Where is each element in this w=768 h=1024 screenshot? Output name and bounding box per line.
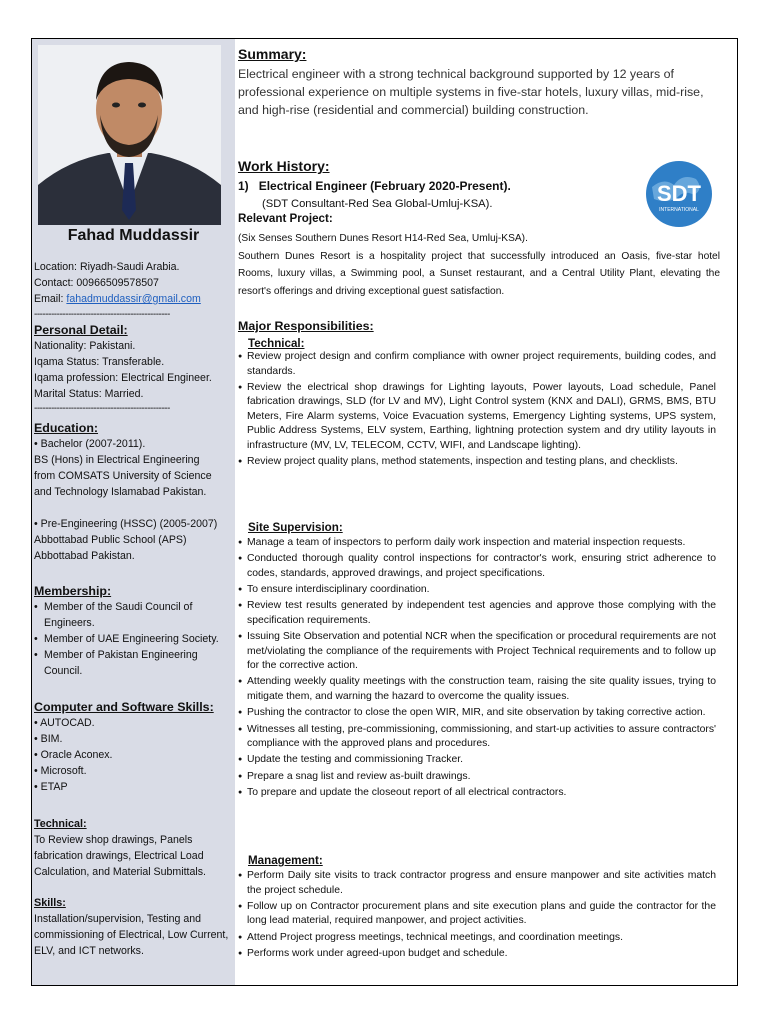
sdt-logo (644, 159, 714, 229)
list-item: ● Pushing the contractor to close the open WIR, MIR, and site observation by taking corrective action. (238, 706, 716, 721)
job-company: (SDT Consultant-Red Sea Global-Umluj-KSA). (262, 198, 493, 210)
list-item: ● To prepare and update the closeout report of all electrical contractors. (238, 786, 716, 801)
resume-page (31, 38, 738, 986)
site-supervision-heading: Site Supervision: (248, 521, 343, 534)
education-item: Abbottabad Pakistan. (34, 550, 135, 562)
list-item: ● Issuing Site Observation and potential NCR when the specification or procedural requirements are not met/violating the compliance of the requirements with Project Technical requirements and to follow up for the corrective action. (238, 630, 716, 674)
list-item: ● Performs work under agreed-upon budget and schedule. (238, 947, 716, 962)
list-item: ● Manage a team of inspectors to perform daily work inspection and material inspection requests. (238, 536, 716, 551)
membership-section (34, 583, 236, 679)
software-item: • BIM. (34, 733, 63, 745)
summary-heading: Summary: (238, 46, 307, 62)
job-number: 1) (238, 179, 249, 193)
skills-text: Installation/supervision, Testing and commissioning of Electrical, Low Current, ELV, and ICT networks. (34, 913, 229, 957)
membership-heading: Membership: (34, 584, 112, 598)
list-item: ● Review project quality plans, method statements, inspection and testing plans, and checklists. (238, 455, 716, 470)
profile-photo (38, 45, 221, 225)
management-heading: Management: (248, 854, 323, 867)
technical-side-heading: Technical: (34, 818, 87, 830)
list-item: ● Prepare a snag list and review as-built drawings. (238, 770, 716, 785)
list-item: ● Review the electrical shop drawings for Lighting layouts, Power layouts, Load schedule, Panel fabrication drawings, SLD (for LV and MV), Light Control system (KNX and DALI), GRMS, BMS, BTU Meters, Fire Alarm systems, Voice Evacuation systems, Emergency Lighting systems, UPS system, Public Address Systems, ELV system, Earthing, lightning protection system and dry utility layouts in infrastructure (MV, LV, TELECOM, CCTV, WIFI, and Landscape lighting). (238, 381, 716, 454)
iqama-status-text: Iqama Status: Transferable. (34, 356, 165, 368)
major-responsibilities-heading: Major Responsibilities: (238, 319, 374, 333)
education-section (34, 420, 236, 564)
project-block (238, 230, 720, 300)
education-heading: Education: (34, 421, 99, 435)
list-item: ● To ensure interdisciplinary coordination. (238, 583, 716, 598)
personal-detail-heading: Personal Detail: (34, 323, 128, 337)
technical-section (238, 337, 716, 471)
logo-subtext: INTERNATIONAL (659, 207, 699, 213)
personal-detail-section (34, 322, 236, 414)
list-item: ● Update the testing and commissioning Tracker. (238, 753, 716, 768)
technical-list (238, 350, 716, 470)
list-item: ● Conducted thorough quality control inspections for contractor's work, ensuring strict adherence to codes, standards, approved drawings, and project specifications. (238, 552, 716, 581)
list-item: ● Witnesses all testing, pre-commissioning, commissioning, and start-up activities to assure contractors' compliance with the approved plans and procedures. (238, 723, 716, 752)
site-supervision-section (238, 521, 716, 802)
education-item: • Pre-Engineering (HSSC) (2005-2007) (34, 518, 218, 530)
relevant-project-heading: Relevant Project: (238, 212, 333, 225)
software-item: • Oracle Aconex. (34, 749, 113, 761)
project-description: Southern Dunes Resort is a hospitality project that successfully introduced an Oasis, five-star hotel Rooms, luxury villas, a Swimming pool, a Sunset restaurant, and a Central Utility Plant, elevating the resort's offerings and driving exceptional guest satisfaction. (238, 250, 720, 297)
software-item: • Microsoft. (34, 765, 87, 777)
summary-text: Electrical engineer with a strong technical background supported by 12 years of professional experience on multiple systems in five-star hotels, luxury villas, mid-rise, and high-rise (residential and commercial) building construction. (238, 67, 704, 117)
membership-item: • Member of Pakistan Engineering Council. (34, 649, 198, 677)
technical-side-text: To Review shop drawings, Panels fabrication drawings, Electrical Load Calculation, and Material Submittals. (34, 834, 206, 878)
divider: ------------------------------------------------ (34, 404, 170, 414)
list-item: ● Attend Project progress meetings, technical meetings, and coordination meetings. (238, 931, 716, 946)
technical-side-section (34, 816, 236, 880)
list-item: ● Follow up on Contractor procurement plans and site execution plans and guide the contractor for the long lead material, required manpower, and project activities. (238, 900, 716, 929)
management-section (238, 854, 716, 963)
management-list (238, 869, 716, 961)
marital-status-text: Marital Status: Married. (34, 388, 144, 400)
nationality-text: Nationality: Pakistani. (34, 340, 136, 352)
work-history-heading: Work History: (238, 158, 330, 174)
iqama-profession-text: Iqama profession: Electrical Engineer. (34, 372, 212, 384)
candidate-name: Fahad Muddassir (67, 227, 200, 244)
education-item: from COMSATS University of Science (34, 470, 212, 482)
contact-text: Contact: 00966509578507 (34, 277, 159, 289)
membership-item: • Member of UAE Engineering Society. (34, 633, 219, 645)
site-supervision-list (238, 536, 716, 800)
software-item: • ETAP (34, 781, 68, 793)
location-text: Location: Riyadh-Saudi Arabia. (34, 261, 180, 273)
education-item: and Technology Islamabad Pakistan. (34, 486, 207, 498)
list-item: ● Perform Daily site visits to track contractor progress and ensure manpower and site activities match the project schedule. (238, 869, 716, 898)
email-link[interactable]: fahadmuddassir@gmail.com (66, 293, 201, 305)
skills-section (34, 895, 236, 959)
skills-heading: Skills: (34, 897, 66, 909)
email-line (34, 291, 236, 307)
job-title-line (238, 178, 511, 195)
software-skills-heading: Computer and Software Skills: (34, 700, 214, 714)
education-item: Abbottabad Public School (APS) (34, 534, 187, 546)
list-item: ● Review project design and confirm compliance with owner project requirements, building codes, and standards. (238, 350, 716, 379)
education-item: • Bachelor (2007-2011). (34, 438, 146, 450)
education-item: BS (Hons) in Electrical Engineering (34, 454, 200, 466)
project-name: (Six Senses Southern Dunes Resort H14-Red Sea, Umluj-KSA). (238, 233, 528, 244)
logo-text: SDT (657, 181, 701, 206)
contact-block (34, 259, 236, 320)
membership-item: • Member of the Saudi Council of Engineers. (34, 601, 193, 629)
list-item: ● Attending weekly quality meetings with the construction team, raising the site quality issues, trying to mitigate them, and warning the hazard to overcome the quality issues. (238, 675, 716, 704)
email-label: Email: (34, 293, 67, 305)
list-item: ● Review test results generated by independent test agencies and approve those complying with the specification requirements. (238, 599, 716, 628)
software-skills-section (34, 699, 236, 795)
technical-heading: Technical: (248, 337, 305, 350)
software-item: • AUTOCAD. (34, 717, 95, 729)
divider: ------------------------------------------------ (34, 310, 170, 320)
job-title: Electrical Engineer (February 2020-Present). (258, 179, 511, 193)
sidebar (32, 39, 235, 985)
